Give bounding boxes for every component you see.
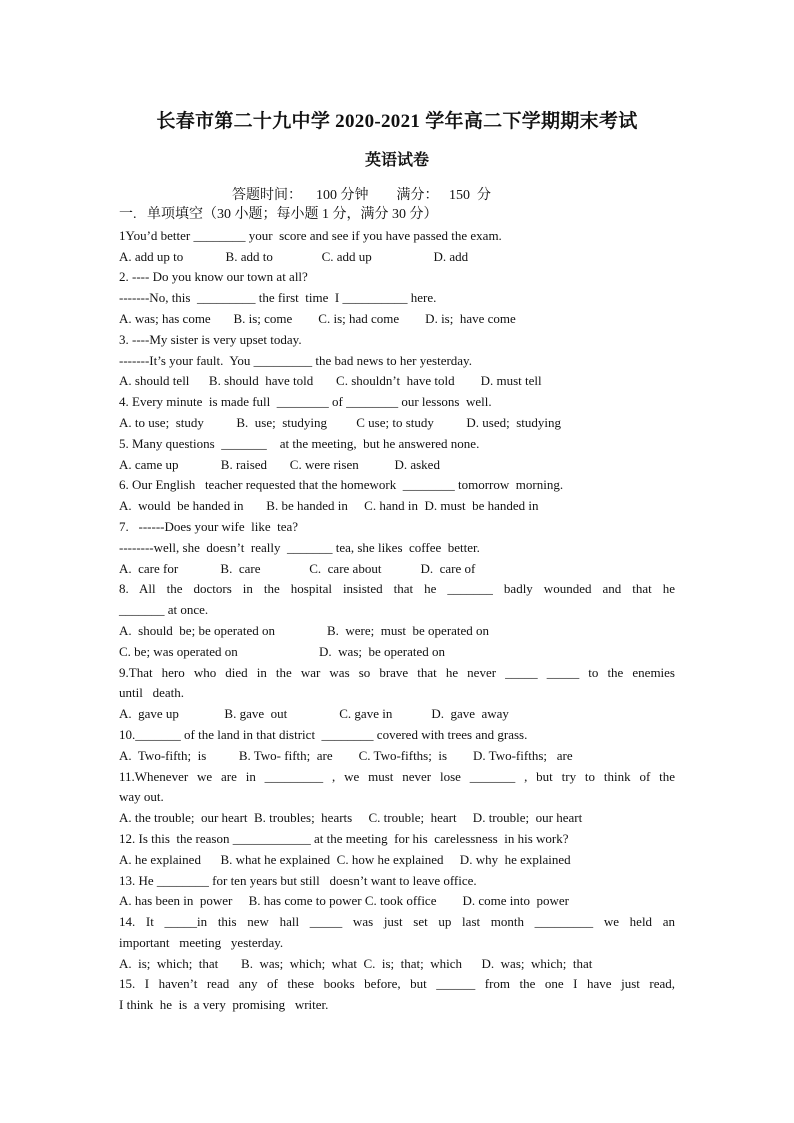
question-line: 15. I haven’t read any of these books before, but ______ from the one I have just read, [119, 976, 675, 992]
question-line: important meeting yesterday. [119, 934, 284, 950]
question-line: 6. Our English teacher requested that the homework ________ tomorrow morning. [119, 477, 564, 493]
question-line: 7. ------Does your wife like tea? [119, 518, 299, 534]
question-line: 1You’d better ________ your score and see if you have passed the exam. [119, 227, 502, 243]
exam-info: 答题时间： 100 分钟 满分： 150 分 [232, 188, 491, 203]
question-line: way out. [119, 789, 164, 805]
question-content [119, 205, 675, 1016]
question-line: 12. Is this the reason ____________ at the meeting for his carelessness in his work? [119, 830, 569, 846]
question-line: 4. Every minute is made full ________ of ________ our lessons well. [119, 394, 492, 410]
question-line: A. would be handed in B. be handed in C. hand in D. must be handed in [119, 498, 539, 514]
section-heading: 一. 单项填空（30 小题；每小题 1 分，满分 30 分） [119, 207, 438, 222]
exam-title: 长春市第二十九中学 2020-2021 学年高二下学期期末考试 [156, 111, 638, 132]
question-lines [119, 226, 675, 1016]
question-line: A. care for B. care C. care about D. care of [119, 560, 476, 576]
question-line: A. gave up B. gave out C. gave in D. gave away [119, 706, 509, 722]
question-line: A. should be; be operated on B. were; must be operated on [119, 622, 490, 638]
question-line: 14. It _____in this new hall _____ was just set up last month _________ we held an [119, 914, 675, 930]
question-line: A. he explained B. what he explained C. how he explained D. why he explained [119, 851, 571, 867]
question-line: A. Two-fifth; is B. Two- fifth; are C. Two-fifths; is D. Two-fifths; are [119, 747, 573, 763]
question-line: A. to use; study B. use; studying C use; to study D. used; studying [119, 414, 562, 430]
question-line: _______ at once. [119, 602, 209, 618]
question-line: 13. He ________ for ten years but still doesn’t want to leave office. [119, 872, 477, 888]
question-line: until death. [119, 685, 184, 701]
question-line: A. should tell B. should have told C. shouldn’t have told D. must tell [119, 373, 542, 389]
question-line: I think he is a very promising writer. [119, 997, 329, 1013]
question-line: 9.That hero who died in the war was so brave that he never _____ _____ to the enemies [119, 664, 675, 680]
question-line: A. was; has come B. is; come C. is; had come D. is; have come [119, 310, 516, 326]
question-line: 11.Whenever we are in _________ , we must never lose _______ , but try to think of the [119, 768, 675, 784]
question-line: 3. ----My sister is very upset today. [119, 331, 302, 347]
question-line: 5. Many questions _______ at the meeting, but he answered none. [119, 435, 480, 451]
question-line: -------It’s your fault. You _________ the bad news to her yesterday. [119, 352, 472, 368]
question-line: --------well, she doesn’t really _______ tea, she likes coffee better. [119, 539, 480, 555]
question-line: 2. ---- Do you know our town at all? [119, 269, 308, 285]
question-line: A. has been in power B. has come to power C. took office D. come into power [119, 893, 569, 909]
question-line: 8. All the doctors in the hospital insisted that he _______ badly wounded and that he [119, 581, 675, 597]
question-line: 10._______ of the land in that district ________ covered with trees and grass. [119, 726, 528, 742]
question-line: A. the trouble; our heart B. troubles; hearts C. trouble; heart D. trouble; our heart [119, 810, 583, 826]
question-line: A. came up B. raised C. were risen D. asked [119, 456, 440, 472]
question-line: -------No, this _________ the first time I __________ here. [119, 290, 437, 306]
exam-subtitle: 英语试卷 [364, 152, 429, 169]
question-line: C. be; was operated on D. was; be operated on [119, 643, 446, 659]
question-line: A. add up to B. add to C. add up D. add [119, 248, 469, 264]
question-line: A. is; which; that B. was; which; what C. is; that; which D. was; which; that [119, 955, 593, 971]
